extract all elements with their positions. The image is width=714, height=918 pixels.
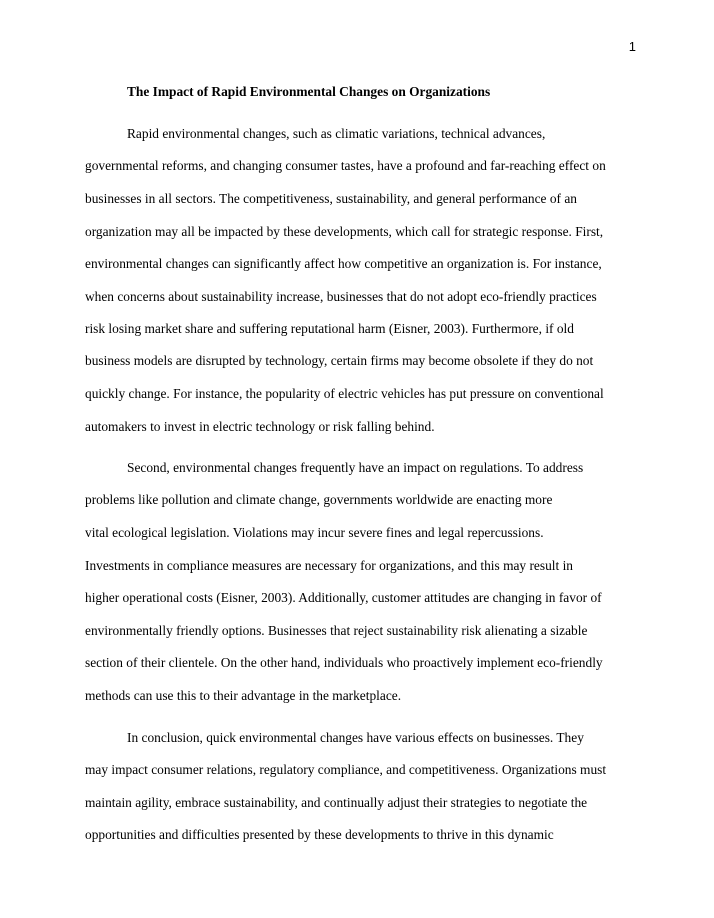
paragraph-2-line-2: problems like pollution and climate change, governments worldwide are enacting more	[85, 492, 553, 507]
paragraph-1-line-4: organization may all be impacted by these developments, which call for strategic response. First,	[85, 224, 604, 239]
page-number: 1	[628, 39, 636, 54]
paragraph-3-line-1: In conclusion, quick environmental changes have various effects on businesses. They	[127, 730, 584, 745]
paragraph-1-line-5: environmental changes can significantly affect how competitive an organization is. For instance,	[85, 256, 602, 271]
paragraph-3-line-4: opportunities and difficulties presented by these developments to thrive in this dynamic	[85, 827, 554, 842]
paragraph-1-line-1: Rapid environmental changes, such as climatic variations, technical advances,	[127, 126, 546, 141]
paragraph-2-line-3: vital ecological legislation. Violations may incur severe fines and legal repercussions.	[85, 525, 544, 540]
paragraph-1-line-10: automakers to invest in electric technology or risk falling behind.	[85, 419, 435, 434]
paragraph-1-line-3: businesses in all sectors. The competitiveness, sustainability, and general performance of an	[85, 191, 577, 206]
paragraph-3-line-2: may impact consumer relations, regulatory compliance, and competitiveness. Organizations must	[85, 762, 607, 777]
paragraph-2-line-1: Second, environmental changes frequently have an impact on regulations. To address	[127, 460, 584, 475]
paragraph-2-line-4: Investments in compliance measures are necessary for organizations, and this may result in	[85, 558, 573, 573]
paragraph-2-line-8: methods can use this to their advantage in the marketplace.	[85, 688, 402, 703]
paragraph-1-line-9: quickly change. For instance, the popularity of electric vehicles has put pressure on conventional	[85, 386, 604, 401]
paragraph-1-line-8: business models are disrupted by technology, certain firms may become obsolete if they do not	[85, 353, 594, 368]
paragraph-2-line-5: higher operational costs (Eisner, 2003). Additionally, customer attitudes are changing in favor of	[85, 590, 602, 605]
paragraph-1-line-7: risk losing market share and suffering reputational harm (Eisner, 2003). Furthermore, if old	[85, 321, 574, 336]
paragraph-2-line-6: environmentally friendly options. Businesses that reject sustainability risk alienating a sizable	[85, 623, 588, 638]
paragraph-3-line-3: maintain agility, embrace sustainability, and continually adjust their strategies to negotiate the	[85, 795, 588, 810]
paragraph-1-line-2: governmental reforms, and changing consumer tastes, have a profound and far-reaching effect on	[85, 158, 606, 173]
paragraph-1-line-6: when concerns about sustainability increase, businesses that do not adopt eco-friendly practices	[85, 289, 597, 304]
paragraph-2-line-7: section of their clientele. On the other hand, individuals who proactively implement eco-friendly	[85, 655, 603, 670]
document-title: The Impact of Rapid Environmental Changes on Organizations	[127, 84, 491, 99]
